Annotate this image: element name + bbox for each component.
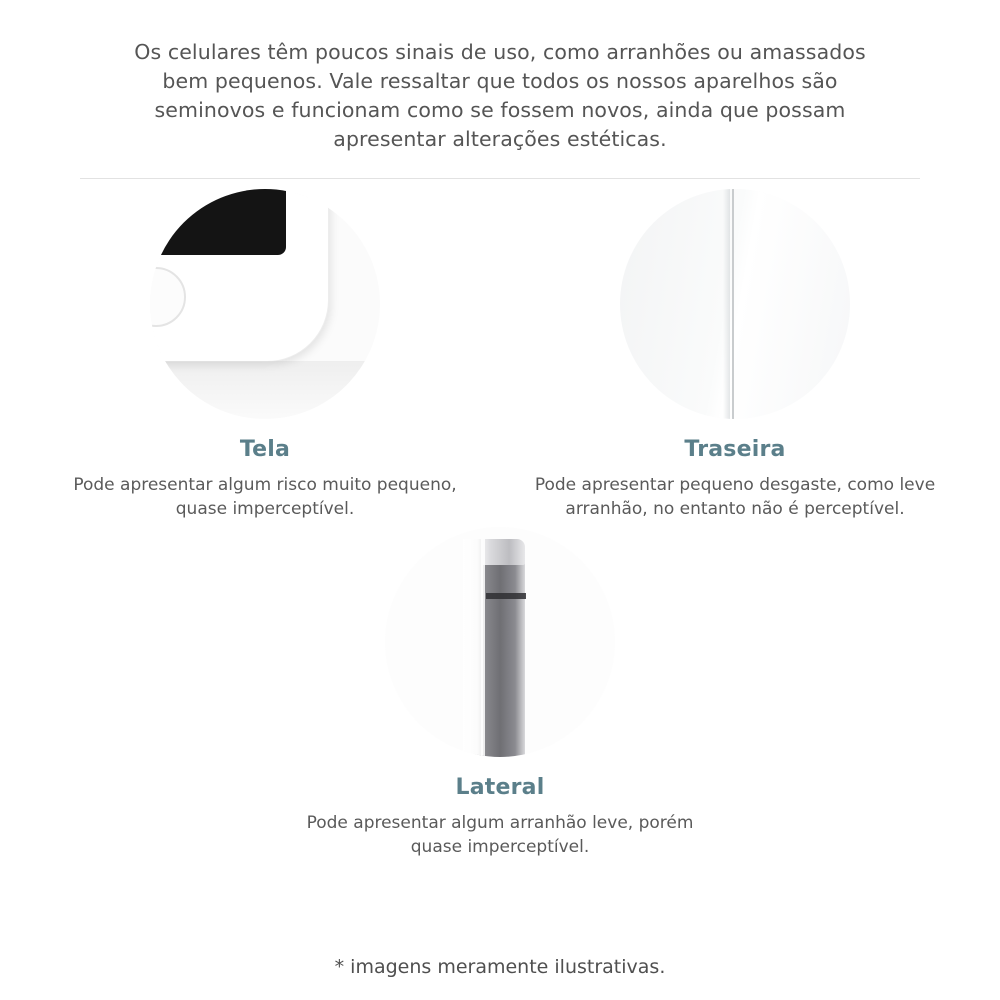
phone-side-highlight xyxy=(463,539,483,757)
phone-side-button xyxy=(486,593,526,599)
card-title-lateral: Lateral xyxy=(455,775,545,801)
side-illustration xyxy=(385,527,615,757)
card-description-lateral: Pode apresentar algum arranhão leve, porém quase imperceptível. xyxy=(306,813,694,857)
phone-side-edge-photo xyxy=(385,527,615,757)
phone-body-shape xyxy=(150,189,329,362)
card-description-traseira: Pode apresentar pequeno desgaste, como leve arranhão, no entanto não é perceptível. xyxy=(534,475,936,519)
photo-shadow xyxy=(150,361,380,419)
phone-side-glint xyxy=(481,539,485,757)
home-button-icon xyxy=(150,267,186,327)
condition-card-traseira xyxy=(510,189,960,521)
back-illustration xyxy=(620,189,850,419)
condition-card-lateral xyxy=(275,527,725,859)
condition-card-tela xyxy=(40,189,490,521)
phone-screen-corner-photo xyxy=(150,189,380,419)
screen-illustration xyxy=(150,189,380,419)
condition-cards-row xyxy=(40,189,960,521)
card-description-tela: Pode apresentar algum risco muito pequeno, quase imperceptível. xyxy=(73,475,457,519)
horizontal-divider xyxy=(80,178,920,179)
phone-display-area xyxy=(150,189,286,255)
back-edge-line xyxy=(732,189,734,419)
footnote-text: * imagens meramente ilustrativas. xyxy=(334,956,666,978)
intro-paragraph: Os celulares têm poucos sinais de uso, como arranhões ou amassados bem pequenos. Vale ressaltar que todos os nossos aparelhos são seminovos e funcionam como se fossem novos, ainda que possam apresentar alterações estéticas. xyxy=(134,40,866,152)
back-edge-gradient xyxy=(723,189,730,419)
card-title-tela: Tela xyxy=(239,437,291,463)
phone-back-panel-photo xyxy=(620,189,850,419)
card-title-traseira: Traseira xyxy=(684,437,786,463)
